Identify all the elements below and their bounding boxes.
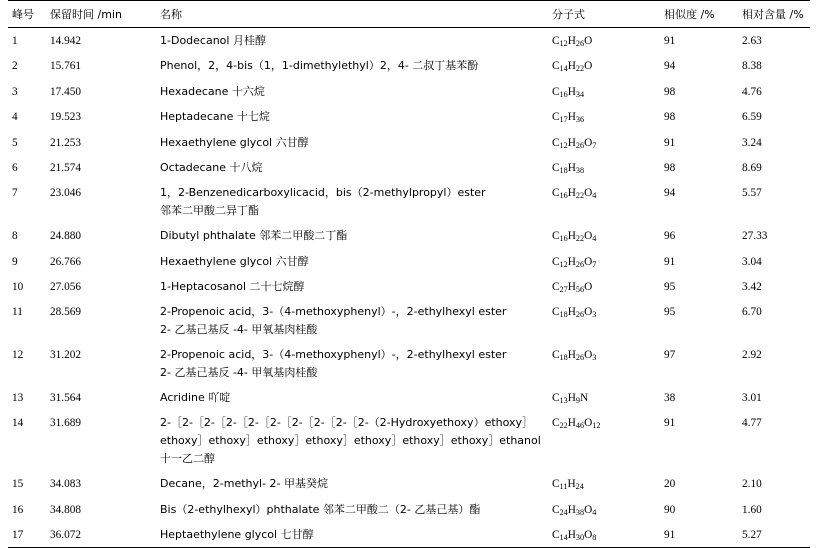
cell-molecular-formula: $C_{24}H_{38}O_4$ [552,503,597,517]
cell-compound-name [158,522,550,548]
table-row [8,274,810,299]
table-row [8,497,810,522]
table-row [8,28,810,54]
cell-retention-time: 23.046 [50,187,82,200]
cell-molecular-formula: $C_{22}H_{46}O_{12}$ [552,417,601,431]
cell-retention-time: 34.808 [50,503,82,516]
cell-similarity: 38 [664,392,676,404]
cell-similarity: 98 [664,111,676,124]
cell-retention-time: 19.523 [50,111,82,124]
table-row [8,342,810,385]
cell-molecular-formula: $C_{12}H_{26}O_7$ [552,255,597,269]
cell-relative-content: 6.70 [742,306,762,319]
cell-compound-name [158,155,550,180]
cell-relative-content: 1.60 [742,503,762,516]
table-row [8,155,810,180]
cell-retention-time: 28.569 [50,306,82,319]
cell-retention-time: 26.766 [50,255,82,268]
cell-molecular-formula: $C_{11}H_{24}$ [552,478,584,492]
cell-peak-number: 5 [12,136,18,149]
table-row [8,180,810,223]
cell-peak-number: 9 [12,255,18,268]
compound-name-line: Bis（2-ethylhexyl）phthalate 邻苯二甲酸二（2- 乙基己基）酯 [160,502,481,516]
compound-name-line: Acridine 吖啶 [160,391,231,404]
cell-molecular-formula: $C_{12}H_{26}O_7$ [552,136,597,150]
cell-similarity: 96 [664,230,676,243]
cell-compound-name [158,497,550,522]
cell-molecular-formula: $C_{18}H_{38}$ [552,161,585,175]
cell-compound-name [158,130,550,155]
cell-compound-name [158,104,550,129]
cell-peak-number: 16 [12,503,24,516]
cell-relative-content: 27.33 [742,230,768,243]
compound-name-line: 2-Propenoic acid，3-（4-methoxyphenyl）-，2-ethylhexyl ester [160,348,507,362]
cell-retention-time: 31.689 [50,417,82,430]
gc-ms-results-table [8,0,810,548]
column-header-name: 名称 [158,1,550,28]
table-row [8,385,810,410]
table-row [8,53,810,78]
cell-molecular-formula: $C_{27}H_{56}O$ [552,280,593,294]
column-header-formula: 分子式 [550,1,650,28]
cell-relative-content: 3.42 [742,280,762,293]
cell-similarity: 91 [664,136,676,149]
cell-similarity: 91 [664,255,676,268]
cell-relative-content: 2.92 [742,349,762,362]
compound-name-line: Hexaethylene glycol 六甘醇 [160,135,309,149]
cell-relative-content: 8.69 [742,161,762,174]
cell-similarity: 91 [650,522,728,548]
cell-retention-time: 17.450 [50,85,82,98]
cell-compound-name [158,385,550,410]
cell-compound-name [158,53,550,78]
cell-relative-content: 4.77 [742,417,762,430]
cell-similarity: 90 [664,503,676,516]
cell-peak-number: 3 [12,85,18,98]
cell-compound-name [158,249,550,274]
cell-similarity: 95 [664,280,676,293]
table-row [8,223,810,248]
table-row [8,471,810,496]
cell-compound-name [158,274,550,299]
cell-relative-content: 3.24 [742,136,762,149]
cell-peak-number: 13 [12,392,24,404]
cell-compound-name [158,28,550,54]
cell-similarity: 20 [664,478,676,491]
cell-retention-time: 31.564 [50,392,82,404]
compound-name-line: 1-Dodecanol 月桂醇 [160,34,266,47]
cell-peak-number: 2 [12,60,18,73]
cell-compound-name [158,342,550,385]
cell-retention-time: 27.056 [50,280,82,293]
compound-name-line: Phenol，2，4-bis（1，1-dimethylethyl）2，4- 二叔丁基苯酚 [160,59,479,73]
compound-name-line: Heptaethylene glycol 七甘醇 [160,527,314,541]
column-header-peak: 峰号 [8,1,48,28]
cell-similarity: 91 [664,35,676,47]
cell-relative-content: 2.63 [742,35,762,47]
cell-peak-number: 1 [12,35,18,47]
cell-molecular-formula: $C_{13}H_9N$ [552,392,589,405]
table-row [8,522,810,548]
table-body [8,28,810,548]
cell-relative-content: 6.59 [742,111,762,124]
cell-relative-content: 5.27 [728,522,810,548]
cell-similarity: 91 [664,417,676,430]
compound-name-line: Hexaethylene glycol 六甘醇 [160,254,309,268]
cell-retention-time: 24.880 [50,230,82,243]
cell-molecular-formula: $C_{14}H_{22}O$ [552,60,593,74]
cell-molecular-formula: $C_{16}H_{22}O_4$ [552,187,597,201]
cell-similarity: 94 [664,187,676,200]
cell-retention-time: 21.574 [50,161,82,174]
cell-relative-content: 2.10 [742,478,762,491]
compound-name-line: 2-Propenoic acid，3-（4-methoxyphenyl）-，2-ethylhexyl ester [160,305,507,319]
cell-relative-content: 5.57 [742,187,762,200]
compound-name-line: 邻苯二甲酸二异丁酯 [160,204,259,218]
cell-peak-number: 10 [12,280,24,293]
table-row [8,410,810,471]
compound-name-line: Heptadecane 十七烷 [160,110,270,124]
cell-compound-name [158,471,550,496]
compound-name-line: 2- 乙基己基反 -4- 甲氧基肉桂酸 [160,323,318,337]
cell-peak-number: 6 [12,161,18,174]
compound-name-line: Decane，2-methyl- 2- 甲基癸烷 [160,477,328,491]
cell-retention-time: 14.942 [50,35,82,47]
cell-compound-name [158,79,550,104]
cell-peak-number: 7 [12,187,18,200]
table-row [8,104,810,129]
cell-molecular-formula: $C_{16}H_{34}$ [552,85,585,99]
cell-peak-number: 11 [12,306,23,319]
cell-similarity: 95 [664,306,676,319]
cell-peak-number: 4 [12,111,18,124]
cell-relative-content: 3.04 [742,255,762,268]
cell-molecular-formula: $C_{16}H_{22}O_4$ [552,230,597,244]
column-header-similarity: 相似度 /% [650,1,728,28]
cell-similarity: 98 [664,161,676,174]
compound-name-line: Dibutyl phthalate 邻苯二甲酸二丁酯 [160,229,348,243]
cell-peak-number: 8 [12,230,18,243]
table-header [8,1,810,28]
compound-name-line: 2- 乙基己基反 -4- 甲氧基肉桂酸 [160,366,318,380]
compound-name-line: Hexadecane 十六烷 [160,84,265,98]
cell-compound-name [158,223,550,248]
cell-retention-time: 31.202 [50,349,82,362]
cell-similarity: 98 [664,85,676,98]
cell-compound-name [158,410,550,471]
cell-compound-name [158,180,550,223]
table-row [8,79,810,104]
cell-molecular-formula: $C_{18}H_{26}O_3$ [552,349,597,363]
cell-peak-number: 14 [12,417,24,430]
cell-molecular-formula: $C_{14}H_{30}O_8$ [550,522,650,548]
table-row [8,299,810,342]
compound-name-line: ethoxy］ethoxy］ethoxy］ethoxy］ethoxy］ethoxy］ethoxy］ethanol [160,434,541,448]
cell-compound-name [158,299,550,342]
compound-name-line: 2-［2-［2-［2-［2-［2-［2-［2-［2-［2-（2-Hydroxyethoxy）ethoxy］ [160,416,534,430]
cell-relative-content: 8.38 [742,60,762,73]
cell-molecular-formula: $C_{17}H_{36}$ [552,111,585,125]
compound-name-line: 1-Heptacosanol 二十七烷醇 [160,279,305,293]
cell-relative-content: 4.76 [742,85,762,98]
cell-retention-time: 34.083 [50,478,82,491]
table-header-row [8,1,810,28]
compound-name-line: 1，2-Benzenedicarboxylicacid，bis（2-methylpropyl）ester [160,186,486,200]
table-row [8,249,810,274]
column-header-content: 相对含量 /% [728,1,810,28]
cell-molecular-formula: $C_{12}H_{26}O$ [552,35,593,48]
compound-name-line: Octadecane 十八烷 [160,160,263,174]
cell-similarity: 97 [664,349,676,362]
cell-peak-number: 12 [12,349,24,362]
cell-molecular-formula: $C_{18}H_{26}O_3$ [552,306,597,320]
cell-retention-time: 36.072 [48,522,158,548]
compound-name-line: 十一乙二醇 [160,452,215,466]
cell-retention-time: 21.253 [50,136,82,149]
cell-similarity: 94 [664,60,676,73]
column-header-retention-time: 保留时间 /min [48,1,158,28]
cell-relative-content: 3.01 [742,392,762,404]
cell-peak-number: 17 [8,522,48,548]
cell-retention-time: 15.761 [50,60,82,73]
table-row [8,130,810,155]
cell-peak-number: 15 [12,478,24,491]
